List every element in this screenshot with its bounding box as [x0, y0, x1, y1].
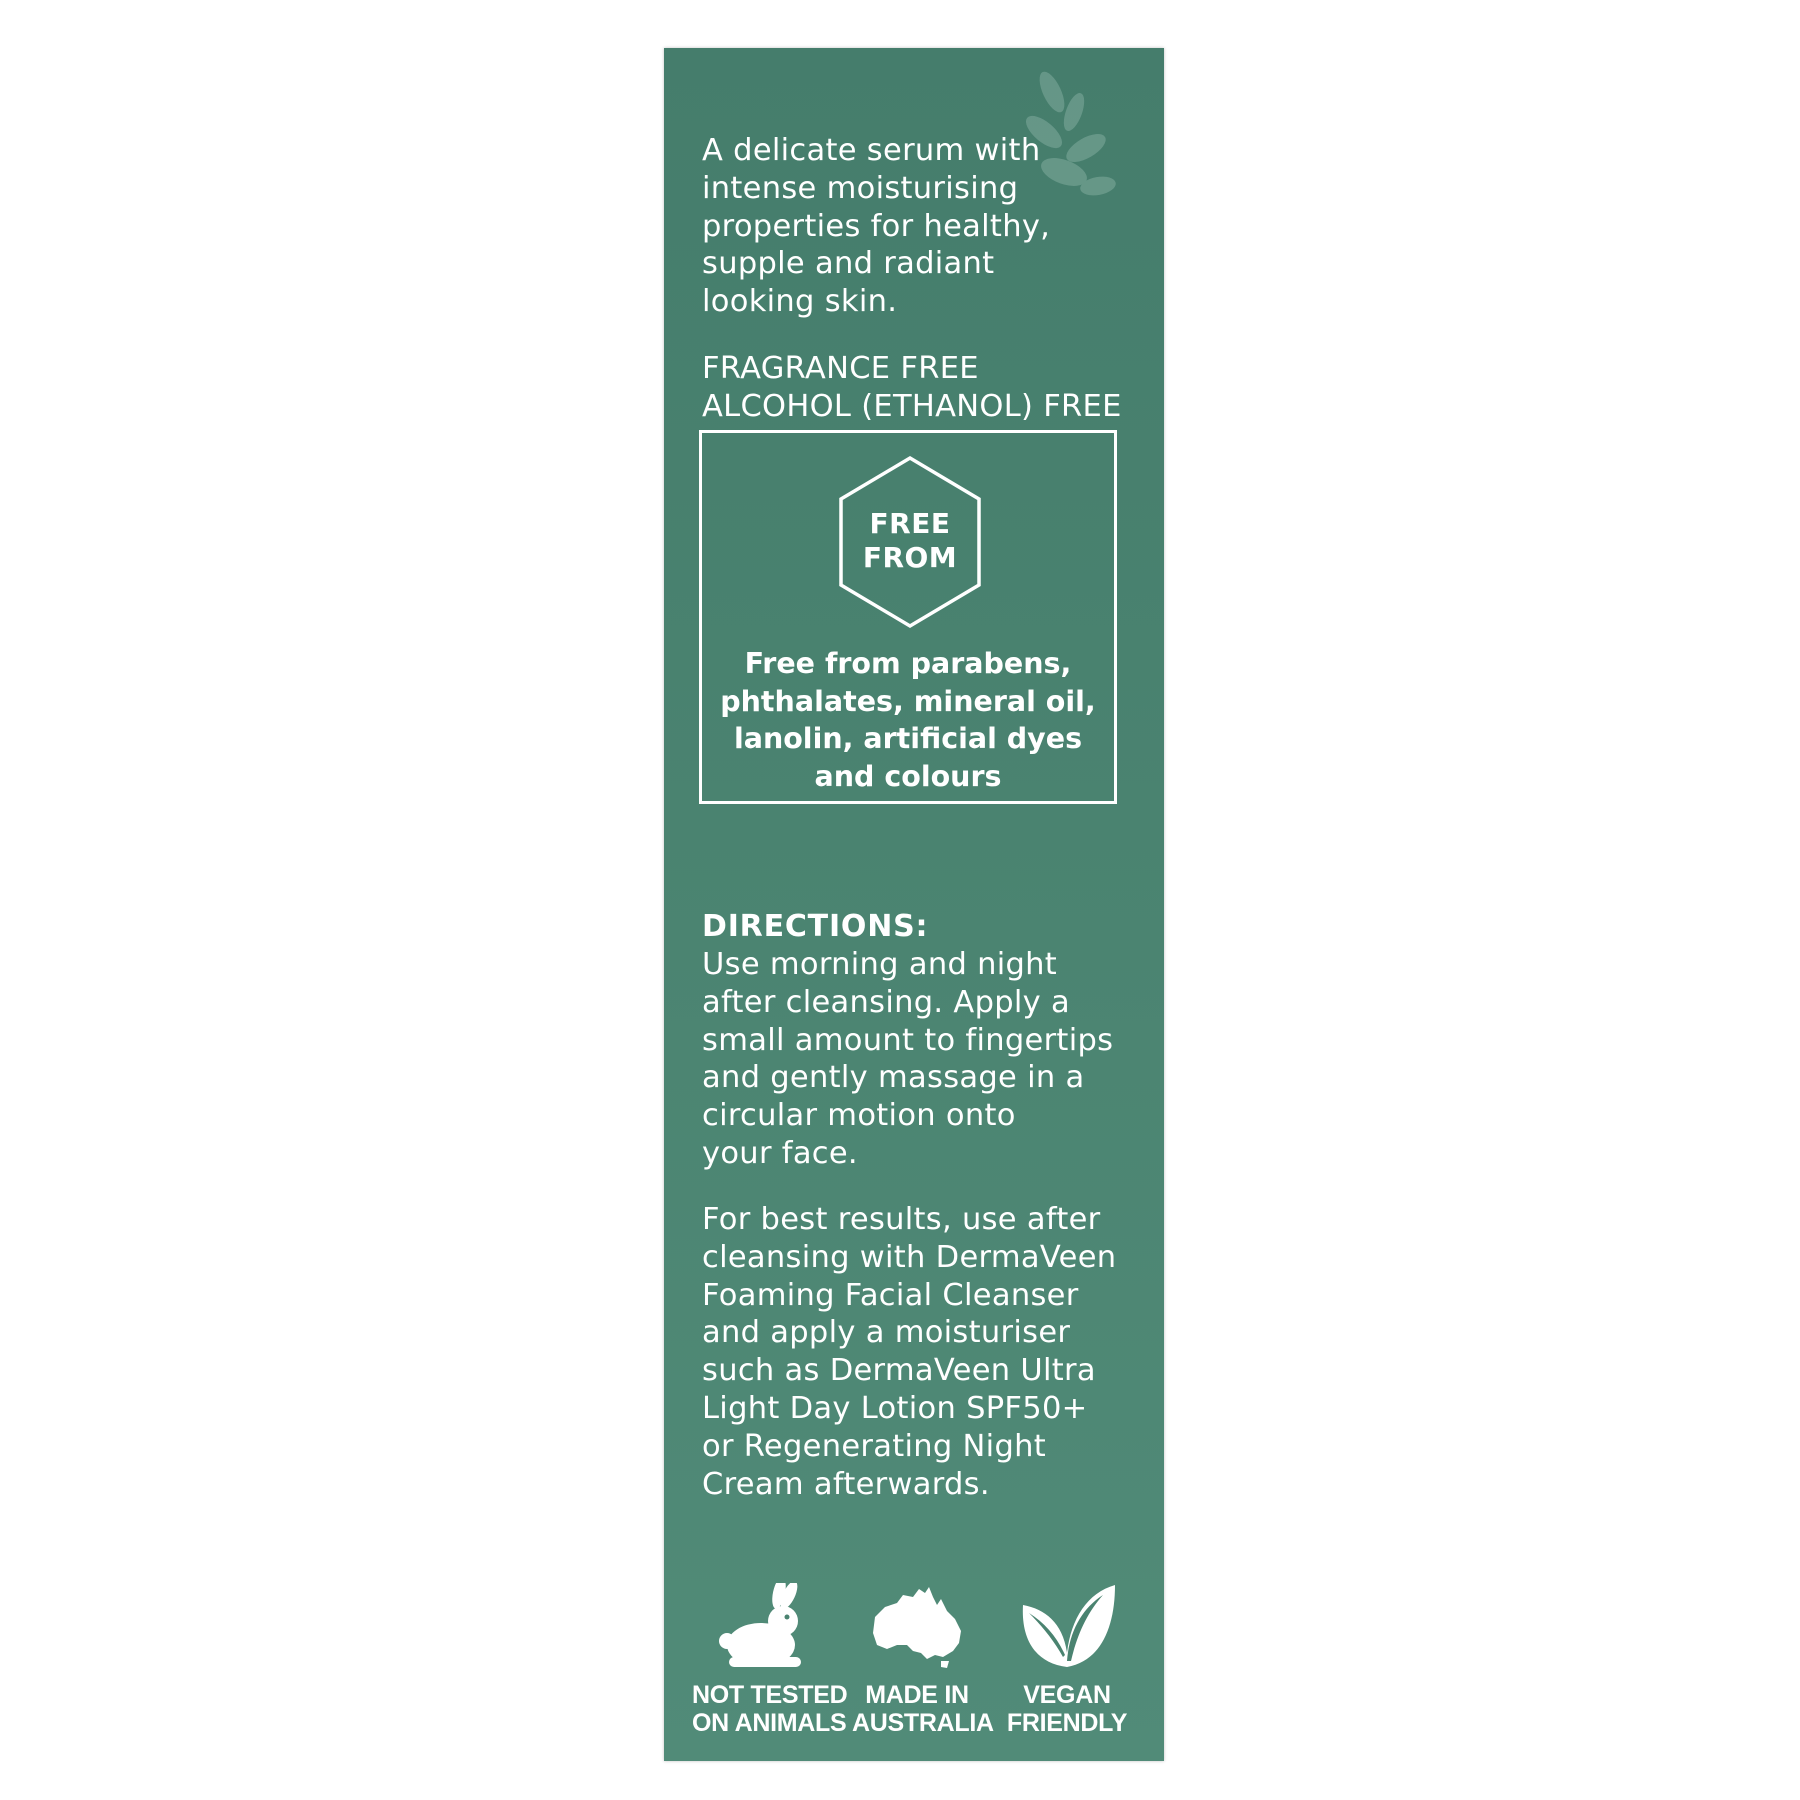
directions-line: your face. [702, 1135, 858, 1171]
results-line: such as DermaVeen Ultra [702, 1353, 1096, 1389]
product-description [702, 132, 1142, 321]
directions-line: circular motion onto [702, 1098, 1016, 1134]
free-from-line: and colours [814, 759, 1002, 793]
badge-line: NOT TESTED [692, 1681, 848, 1709]
description-line: A delicate serum with [702, 133, 1041, 168]
results-line: Light Day Lotion SPF50+ [702, 1390, 1088, 1426]
results-line: or Regenerating Night [702, 1428, 1046, 1464]
description-line: properties for healthy, [702, 208, 1051, 244]
free-from-line: phthalates, mineral oil, [720, 684, 1096, 718]
free-from-badge-text [838, 507, 982, 575]
claim-fragrance-free: FRAGRANCE FREE [702, 351, 979, 386]
directions-line: small amount to fingertips [702, 1022, 1114, 1058]
made-in-australia-badge [852, 1583, 994, 1737]
results-line: and apply a moisturiser [702, 1315, 1071, 1351]
badge-line: FREE [869, 507, 951, 540]
description-line: supple and radiant [702, 246, 995, 282]
badge-line: ON ANIMALS [692, 1709, 847, 1737]
leaf-icon [1017, 1583, 1117, 1669]
free-claims [702, 350, 1142, 426]
results-line: For best results, use after [702, 1202, 1101, 1237]
free-from-line: lanolin, artificial dyes [733, 722, 1083, 755]
directions-heading: DIRECTIONS: [702, 909, 929, 944]
badge-line: MADE IN [865, 1681, 969, 1709]
free-from-line: Free from parabens, [744, 647, 1072, 680]
claim-alcohol-free: ALCOHOL (ETHANOL) FREE [702, 388, 1122, 424]
product-side-panel [664, 48, 1164, 1761]
rabbit-icon [717, 1583, 817, 1669]
directions-line: and gently massage in a [702, 1060, 1085, 1096]
badge-line: FRIENDLY [1006, 1709, 1128, 1737]
description-line: looking skin. [702, 284, 898, 320]
free-from-badge [838, 455, 982, 629]
directions-line: after cleansing. Apply a [702, 984, 1071, 1020]
not-tested-on-animals-badge [692, 1583, 848, 1737]
results-line: cleansing with DermaVeen [702, 1239, 1117, 1275]
free-from-box [699, 430, 1117, 804]
badge-line: FROM [862, 541, 958, 574]
best-results-text [702, 1201, 1142, 1503]
badge-line: VEGAN [1023, 1681, 1111, 1709]
directions-text [702, 946, 1142, 1173]
results-line: Foaming Facial Cleanser [702, 1277, 1079, 1313]
free-from-list [702, 645, 1114, 795]
australia-map-icon [867, 1583, 967, 1669]
directions-line: Use morning and night [702, 947, 1058, 982]
vegan-friendly-badge [1002, 1583, 1132, 1737]
badge-line: AUSTRALIA [852, 1709, 994, 1737]
results-line: Cream afterwards. [702, 1466, 990, 1502]
description-line: intense moisturising [702, 170, 1019, 206]
